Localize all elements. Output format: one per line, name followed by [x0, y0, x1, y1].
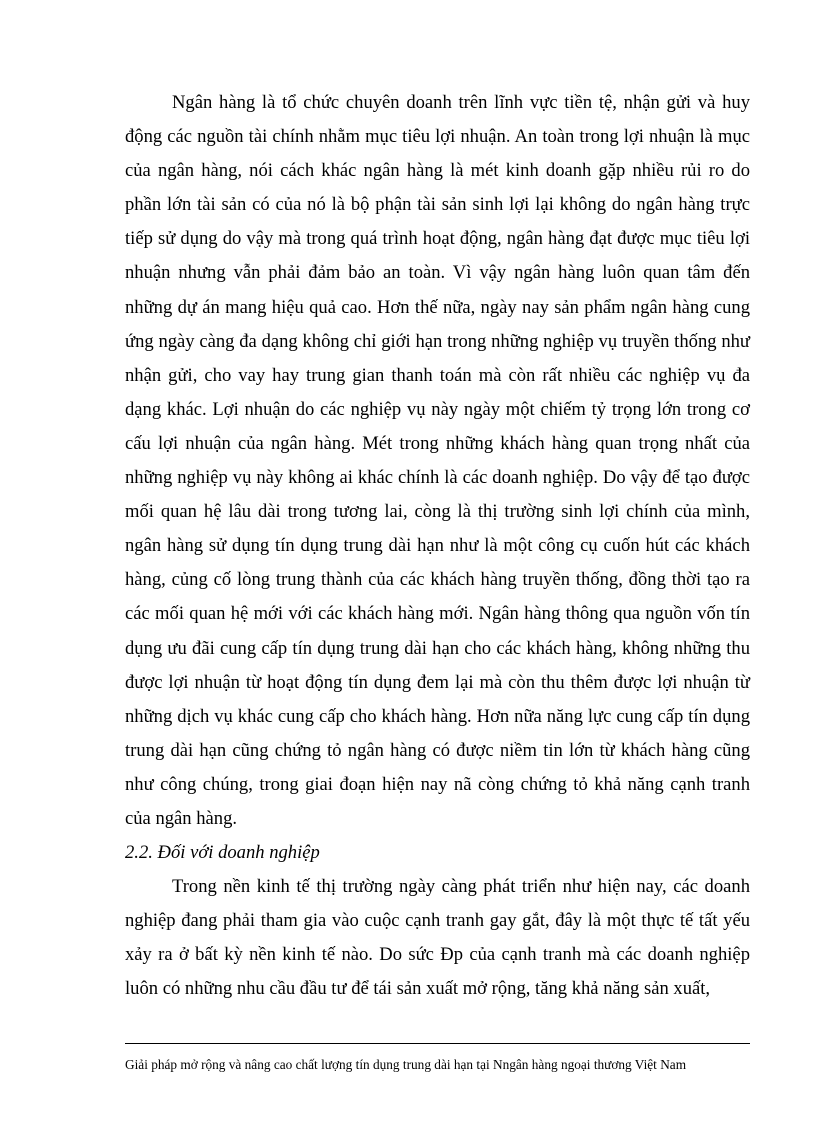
section-heading: 2.2. Đối với doanh nghiệp: [125, 842, 320, 864]
document-body: [125, 86, 750, 1007]
paragraph-1: Ngân hàng là tổ chức chuyên doanh trên lĩnh vực tiền tệ, nhận gửi và huy động các nguồn tài chính nhằm mục tiêu lợi nhuận. An toàn trong lợi nhuận là mục của ngân hàng, nói cách khác ngân hàng là mét kinh doanh gặp nhiều rủi ro do phần lớn tài sản có của nó là bộ phận tài sản sinh lợi lại không do ngân hàng trực tiếp sử dụng do vậy mà trong quá trình hoạt động, ngân hàng đạt được mục tiêu lợi nhuận nhưng vẫn phải đảm bảo an toàn. Vì vậy ngân hàng luôn quan tâm đến những dự án mang hiệu quả cao. Hơn thế nữa, ngày nay sản phẩm ngân hàng cung ứng ngày càng đa dạng không chỉ giới hạn trong những nghiệp vụ truyền thống như nhận gửi, cho vay hay trung gian thanh toán mà còn rất nhiều các nghiệp vụ đa dạng khác. Lợi nhuận do các nghiệp vụ này ngày một chiếm tỷ trọng lớn trong cơ cấu lợi nhuận của ngân hàng. Mét trong những khách hàng quan trọng nhất của những nghiệp vụ này không ai khác chính là các doanh nghiệp. Do vậy để tạo được mối quan hệ lâu dài trong tương lai, còng là thị trường sinh lợi chính của mình, ngân hàng sử dụng tín dụng trung dài hạn như là một công cụ cuốn hút các khách hàng, củng cố lòng trung thành của các khách hàng truyền thống, đồng thời tạo ra các mối quan hệ mới với các khách hàng mới. Ngân hàng thông qua nguồn vốn tín dụng ưu đãi cung cấp tín dụng trung dài hạn cho các khách hàng, không những thu được lợi nhuận từ hoạt động tín dụng đem lại mà còn thu thêm được lợi nhuận từ những dịch vụ khác cung cấp cho khách hàng. Hơn nữa năng lực cung cấp tín dụng trung dài hạn cũng chứng tỏ ngân hàng có được niềm tin lớn từ khách hàng cũng như công chúng, trong giai đoạn hiện nay nã còng chứng tỏ khả năng cạnh tranh của ngân hàng.: [125, 92, 750, 829]
footer-divider: [125, 1043, 750, 1044]
paragraph-2: Trong nền kinh tế thị trường ngày càng phát triển như hiện nay, các doanh nghiệp đang phải tham gia vào cuộc cạnh tranh gay gắt, đây là một thực tế tất yếu xảy ra ở bất kỳ nền kinh tế nào. Do sức Ðp của cạnh tranh mà các doanh nghiệp luôn có những nhu cầu đầu tư để tái sản xuất mở rộng, tăng khả năng sản xuất,: [125, 876, 750, 1000]
page-footer: Giải pháp mở rộng và nâng cao chất lượng tín dụng trung dài hạn tại Nngân hàng ngoại thương Việt Nam: [125, 1057, 687, 1072]
